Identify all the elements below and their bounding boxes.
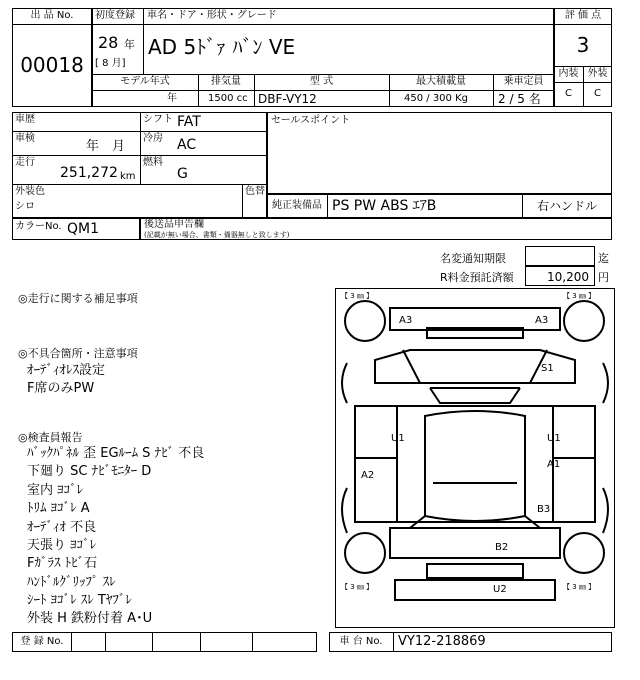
inspector-line: ﾊﾞｯｸﾊﾟﾈﾙ 歪 EGﾙｰﾑ S ﾅﾋﾞ 不良 [27, 446, 205, 461]
mileage-label: 走行 [15, 157, 35, 168]
type-code: DBF-VY12 [258, 92, 317, 106]
inspector-line: ﾄﾘﾑ ﾖｺﾞﾚ A [27, 501, 90, 516]
damage-mark-u1-left: U1 [391, 433, 405, 444]
equipment-label: 純正装備品 [272, 200, 322, 211]
damage-mark-a3-right: A3 [535, 315, 549, 326]
rating-label: 評 価 点 [564, 10, 602, 21]
declaration-label: 後送品申告欄 [144, 219, 204, 230]
inspector-line: 外装 H 鉄粉付着 A･U [27, 611, 153, 626]
exterior-color-value: シロ [15, 201, 35, 212]
name-change-box [525, 246, 595, 266]
recycle-unit: 円 [598, 271, 609, 284]
lot-label: 出 品 No. [30, 10, 74, 21]
displacement-value: 1500 cc [208, 93, 248, 104]
lot-number: 00018 [20, 53, 84, 77]
inspection-value: 年 月 [86, 139, 126, 154]
mileage-unit: km [120, 171, 136, 182]
ac-label: 冷房 [143, 133, 163, 144]
car-name: AD 5ﾄﾞｧ ﾊﾞﾝ VE [148, 35, 296, 59]
inspector-line: 天張り ﾖｺﾞﾚ [27, 538, 97, 553]
wheel-depth-front-right: 【 3 ㎜ 】 [563, 292, 596, 300]
chassis-value: VY12-218869 [398, 634, 486, 649]
damage-mark-u1-right: U1 [547, 433, 561, 444]
recycle-value: 10,200 [547, 270, 589, 284]
wheel-rear-left [345, 533, 385, 573]
name-change-label: 名変通知期限 [440, 252, 506, 265]
model-year-label: モデル年式 [120, 76, 170, 87]
car-name-label: 車名・ドア・形状・グレード [147, 10, 277, 21]
driving-notes-label: ◎走行に関する補足事項 [18, 292, 138, 305]
chassis-label: 車 台 No. [339, 636, 383, 647]
first-reg-label: 初度登録 [95, 10, 135, 21]
wheel-rear-right [564, 533, 604, 573]
inspector-line: Fｶﾞﾗｽ ﾄﾋﾞ石 [27, 556, 98, 571]
shift-value: FAT [177, 114, 201, 130]
rear-bumper [395, 580, 555, 600]
inspection-label: 車検 [15, 133, 35, 144]
damage-mark-u2: U2 [493, 584, 507, 595]
rating-value: 3 [576, 33, 590, 57]
color-no-value: QM1 [67, 221, 100, 237]
recycle-label: R料金預託済額 [440, 271, 514, 284]
wheel-front-left [345, 301, 385, 341]
inspector-line: ｼｰﾄ ﾖｺﾞﾚ ｽﾚ Tﾔﾌﾞﾚ [27, 593, 132, 608]
equipment-value: PS PW ABS ｴｱB [332, 198, 437, 214]
inspector-line: 下廻り SC ﾅﾋﾞﾓﾆﾀｰ D [27, 464, 152, 479]
mileage-value: 251,272 [60, 165, 118, 181]
car-damage-diagram [335, 288, 615, 628]
interior-grade: C [565, 88, 572, 99]
max-load-value: 450 / 300 Kg [404, 93, 468, 104]
inspector-line: ﾊﾝﾄﾞﾙｸﾞﾘｯﾌﾟ ｽﾚ [27, 575, 116, 590]
inspector-line: 室内 ﾖｺﾞﾚ [27, 483, 84, 498]
damage-mark-b3: B3 [537, 504, 551, 515]
damage-mark-b2: B2 [495, 542, 509, 553]
first-reg-year: 28 [98, 33, 119, 52]
max-load-label: 最大積載量 [416, 76, 466, 87]
wheel-depth-rear-left: 【 3 ㎜ 】 [341, 583, 374, 591]
damage-mark-a3-left: A3 [399, 315, 413, 326]
fuel-label: 燃料 [143, 157, 163, 168]
color-no-label: カラーNo. [15, 221, 62, 232]
model-year-unit: 年 [167, 93, 177, 104]
history-label: 車歴 [15, 114, 35, 125]
displacement-label: 排気量 [211, 76, 241, 87]
capacity-value: 2 / 5 名 [498, 92, 541, 106]
steering-value: 右ハンドル [536, 199, 597, 213]
damage-mark-s1: S1 [541, 363, 554, 374]
wheel-depth-rear-right: 【 3 ㎜ 】 [563, 583, 596, 591]
wheel-front-right [564, 301, 604, 341]
interior-label: 内装 [558, 68, 579, 79]
ac-value: AC [177, 137, 197, 153]
registration-label: 登 録 No. [20, 636, 64, 647]
name-change-unit: 迄 [598, 252, 609, 265]
wheel-depth-front-left: 【 3 ㎜ 】 [341, 292, 374, 300]
repaint-label: 色替 [245, 186, 265, 197]
first-reg-year-unit: 年 [124, 38, 135, 51]
exterior-color-label: 外装色 [15, 186, 45, 197]
defect-line: F席のみPW [27, 381, 95, 396]
exterior-label: 外装 [587, 68, 608, 79]
defect-line: ｵｰﾃﾞｨｵﾚｽ設定 [27, 363, 106, 378]
sales-points-label: セールスポイント [271, 115, 351, 126]
capacity-label: 乗車定員 [503, 76, 544, 87]
fuel-value: G [177, 166, 188, 182]
inspector-label: ◎検査員報告 [18, 431, 83, 444]
shift-label: シフト [143, 114, 173, 125]
damage-mark-a2: A2 [361, 470, 375, 481]
inspector-line: ｵｰﾃﾞｨｵ 不良 [27, 520, 97, 535]
type-label: 型 式 [309, 76, 334, 87]
exterior-grade: C [594, 88, 601, 99]
defects-label: ◎不具合箇所・注意事項 [18, 347, 138, 360]
declaration-note: (記載が無い場合、書類・備器無しと致します) [144, 231, 290, 239]
first-reg-month: [ 8 月] [95, 58, 126, 69]
damage-mark-a1: A1 [547, 459, 561, 470]
